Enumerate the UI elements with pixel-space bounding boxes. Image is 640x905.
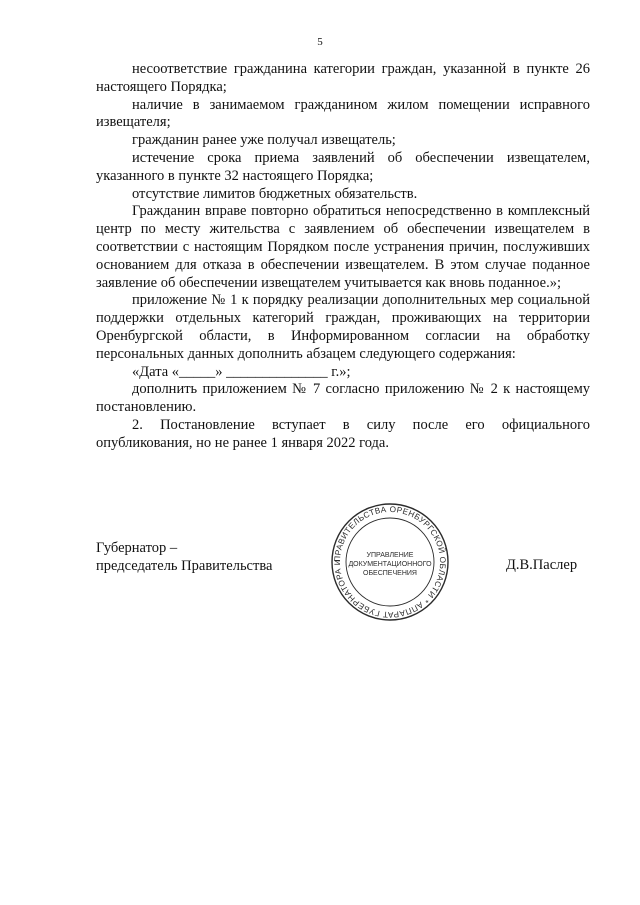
stamp-center-text: УПРАВЛЕНИЕ (366, 552, 414, 559)
paragraph: истечение срока приема заявлений об обеспечении извещателем, указанного в пункте 32 настоящего Порядка; (96, 149, 590, 184)
paragraph: приложение № 1 к порядку реализации дополнительных мер социальной поддержки отдельных категорий граждан, проживающих на территории Оренбургской области, в Информированном согласии на обработку персональных данных дополнить абзацем следующего содержания: (96, 292, 590, 362)
official-stamp (330, 502, 450, 622)
paragraph: отсутствие лимитов бюджетных обязательств. (132, 185, 418, 202)
paragraph: гражданин ранее уже получал извещатель; (132, 132, 396, 149)
paragraph: дополнить приложением № 7 согласно приложению № 2 к настоящему постановлению. (96, 381, 590, 416)
signatory-name: Д.В.Паслер (506, 557, 578, 573)
paragraph: 2. Постановление вступает в силу после его официального опубликования, но не ранее 1 января 2022 года. (96, 416, 590, 451)
paragraph: наличие в занимаемом гражданином жилом помещении исправного извещателя; (96, 96, 590, 131)
document-body (96, 61, 590, 453)
page-number: 5 (317, 36, 323, 48)
paragraph: несоответствие гражданина категории граждан, указанной в пункте 26 настоящего Порядка; (96, 61, 590, 95)
paragraph: «Дата «_____» ______________ г.»; (132, 363, 351, 380)
stamp-outer-text: ПРАВИТЕЛЬСТВА ОРЕНБУРГСКОЙ ОБЛАСТИ * АППАРАТ ГУБЕРНАТОРА И (332, 504, 448, 620)
paragraph: Гражданин вправе повторно обратиться непосредственно в комплексный центр по месту жительства с заявлением об обеспечении извещателем в соответствии с настоящим Порядком после устранения причин, послуживших основанием для отказа в обеспечении извещателем. В этом случае поданное заявление об обеспечении извещателем учитывается как вновь поданное.»; (96, 203, 590, 291)
signatory-title (96, 539, 272, 575)
signatory-title-line: председатель Правительства (96, 558, 273, 574)
stamp-center-text: ДОКУМЕНТАЦИОННОГО (348, 561, 432, 568)
stamp-center-text: ОБЕСПЕЧЕНИЯ (363, 570, 417, 577)
signatory-title-line: Губернатор – (96, 540, 178, 556)
